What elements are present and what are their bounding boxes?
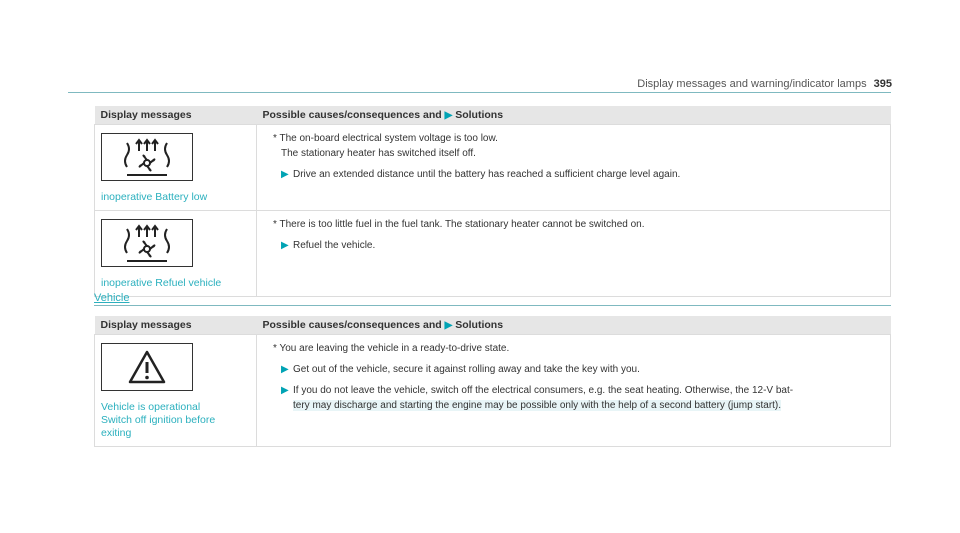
section-title: Vehicle xyxy=(94,292,130,304)
table-row xyxy=(95,335,891,447)
message-caption: inoperative Refuel vehicle xyxy=(101,277,222,289)
solution-step xyxy=(263,383,884,413)
page-number: 395 xyxy=(873,78,892,90)
play-arrow-icon: ▶ xyxy=(444,110,453,121)
col-solutions-label: Solutions xyxy=(455,109,504,121)
col-solutions-label: Solutions xyxy=(455,319,504,331)
message-caption: inoperative Battery low xyxy=(101,191,208,203)
header-rule xyxy=(68,92,891,93)
caption-line: Switch off ignition before xyxy=(101,414,216,426)
table-row xyxy=(95,211,891,297)
solution-step-text-cont: tery may discharge and starting the engine may be possible only with the help of a second battery (jump start). xyxy=(293,400,782,411)
display-cell xyxy=(95,335,257,447)
solution-step-text: Get out of the vehicle, secure it against rolling away and take the key with you. xyxy=(293,364,640,375)
col-display-messages: Display messages xyxy=(95,106,257,125)
display-cell xyxy=(95,125,257,211)
play-arrow-icon: ▶ xyxy=(281,385,289,396)
col-display-messages: Display messages xyxy=(95,316,257,335)
col-causes xyxy=(257,106,891,125)
col-causes xyxy=(257,316,891,335)
heater-messages-table xyxy=(94,106,891,297)
warning-triangle-icon xyxy=(101,343,193,391)
caption-line: Vehicle is operational xyxy=(101,401,201,413)
solution-step-text: If you do not leave the vehicle, switch off the electrical consumers, e.g. the seat heating. Otherwise, the 12-V bat- xyxy=(293,385,794,396)
causes-cell xyxy=(257,211,891,297)
solution-step-text: Drive an extended distance until the battery has reached a sufficient charge level again. xyxy=(293,169,681,180)
solution-step xyxy=(263,238,884,253)
play-arrow-icon: ▶ xyxy=(281,364,289,375)
cause-note: * You are leaving the vehicle in a ready-to-drive state. xyxy=(273,343,510,354)
cause-note-2: The stationary heater has switched itself off. xyxy=(281,148,476,159)
page-header xyxy=(612,78,892,90)
solution-step xyxy=(263,362,884,377)
heater-fan-icon xyxy=(101,219,193,267)
causes-cell xyxy=(257,335,891,447)
col-causes-label: Possible causes/consequences and xyxy=(262,109,442,121)
causes-cell xyxy=(257,125,891,211)
play-arrow-icon: ▶ xyxy=(444,320,453,331)
play-arrow-icon: ▶ xyxy=(281,240,289,251)
heater-fan-icon xyxy=(101,133,193,181)
display-cell xyxy=(95,211,257,297)
header-title: Display messages and warning/indicator lamps xyxy=(637,78,867,90)
caption-line: exiting xyxy=(101,427,132,439)
play-arrow-icon: ▶ xyxy=(281,169,289,180)
vehicle-messages-table xyxy=(94,316,891,447)
cause-note: * There is too little fuel in the fuel tank. The stationary heater cannot be switched on. xyxy=(273,219,645,230)
table-row xyxy=(95,125,891,211)
message-caption xyxy=(101,401,250,440)
solution-step-text: Refuel the vehicle. xyxy=(293,240,376,251)
cause-note: * The on-board electrical system voltage is too low. xyxy=(273,133,498,144)
col-causes-label: Possible causes/consequences and xyxy=(262,319,442,331)
solution-step xyxy=(263,167,884,182)
section-rule xyxy=(94,305,891,306)
